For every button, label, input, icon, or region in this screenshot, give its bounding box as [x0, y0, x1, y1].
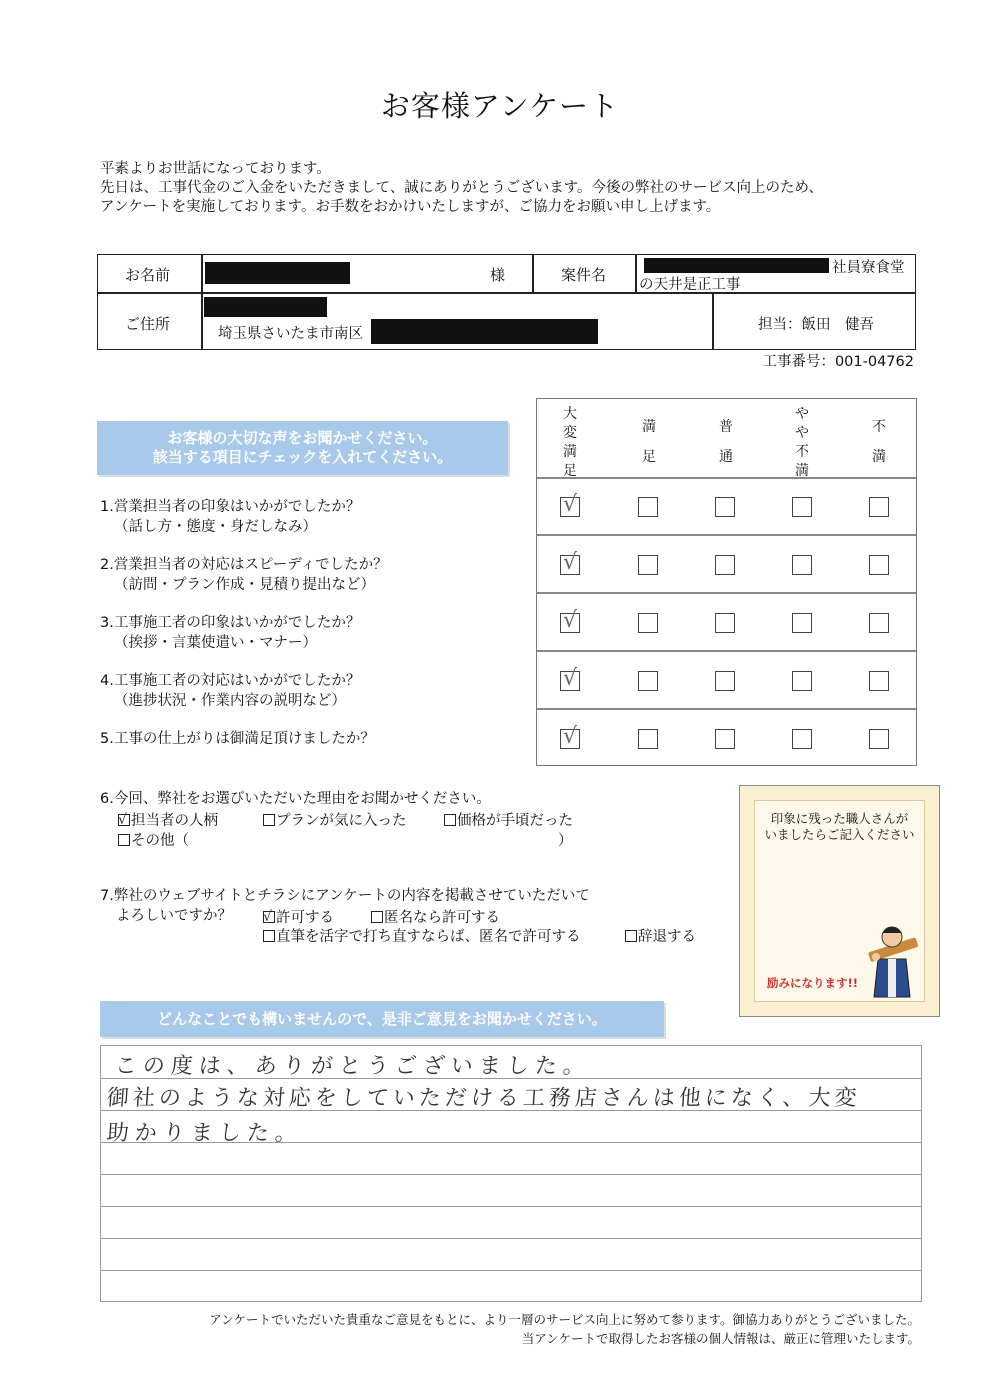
q4-checkbox-satisfied[interactable] [638, 671, 658, 691]
name-label: お名前 [125, 266, 171, 284]
question-1-sub: （話し方・態度・身だしなみ） [114, 519, 317, 535]
q7-option-allow[interactable] [263, 906, 334, 927]
q7-check-mark: √ [263, 909, 272, 925]
q5-checkbox-very-satisfied[interactable] [560, 724, 580, 749]
question-4-text: 4.工事施工者の対応はいかがでしたか？ [100, 673, 361, 689]
col-neutral-label: 普通 [719, 419, 733, 465]
col-neutral [711, 412, 741, 472]
col-slightly-dissatisfied [787, 405, 817, 481]
question-4-sub: （進捗状況・作業内容の説明など） [114, 693, 346, 709]
q3-checkbox-neutral[interactable] [715, 613, 735, 633]
q6-option-other[interactable] [118, 829, 189, 850]
q3-checkbox-very-satisfied[interactable] [560, 608, 580, 633]
q6-option-plan[interactable] [263, 809, 407, 830]
q2-checkbox-very-satisfied[interactable] [560, 550, 580, 575]
comment-line-3: 助かりました。 [105, 1121, 304, 1146]
question-6-text: 6.今回、弊社をお選びいただいた理由をお聞かせください。 [100, 791, 491, 807]
staff-name: 担当：飯田 健吾 [758, 317, 874, 333]
check-mark: √ [563, 550, 578, 575]
q6-option-label: プランが気に入った [276, 813, 407, 829]
q6-checkbox-price[interactable] [444, 814, 456, 826]
question-1 [100, 497, 360, 537]
question-2-text: 2.営業担当者の対応はスピーディでしたか？ [100, 557, 388, 573]
q1-checkbox-neutral[interactable] [715, 497, 735, 517]
q2-checkbox-dissatisfied[interactable] [869, 555, 889, 575]
question-4 [100, 671, 360, 711]
question-3-sub: （挨拶・言葉使遣い・マナー） [114, 635, 317, 651]
redacted-address [371, 319, 598, 344]
project-label: 案件名 [561, 266, 607, 284]
page-title: お客様アンケート [380, 89, 620, 123]
col-very-satisfied-label: 大変満足 [563, 406, 577, 479]
q6-option-personality[interactable] [118, 809, 218, 830]
q6-checkbox-plan[interactable] [263, 814, 275, 826]
comment-line-1: この度は、ありがとうございました。 [113, 1054, 592, 1079]
comment-area [100, 1045, 922, 1302]
q6-option-price[interactable] [444, 809, 573, 830]
redacted-name [205, 262, 350, 284]
intro-line-2: 先日は、工事代金のご入金をいただきまして、誠にありがとうございます。今後の弊社のサービス向上のため、 [100, 180, 823, 196]
q7-checkbox-anonymous[interactable] [371, 911, 383, 923]
customer-info-table [97, 254, 916, 350]
instruction-banner [97, 421, 508, 475]
q7-option-retype[interactable] [263, 925, 581, 946]
q7-option-label: 直筆を活字で打ち直すならば、匿名で許可する [276, 929, 581, 945]
q5-checkbox-satisfied[interactable] [638, 729, 658, 749]
artisan-prompt-line2: いましたらご記入ください [764, 827, 915, 842]
q6-option-label: その他（ [131, 833, 189, 849]
q7-option-decline[interactable] [625, 925, 696, 946]
question-6 [100, 789, 491, 809]
artisan-prompt [755, 811, 924, 843]
question-2 [100, 555, 388, 595]
q2-checkbox-satisfied[interactable] [638, 555, 658, 575]
q7-checkbox-allow[interactable] [263, 911, 275, 923]
q7-checkbox-decline[interactable] [625, 930, 637, 942]
intro-text [100, 160, 823, 217]
q4-checkbox-dissatisfied[interactable] [869, 671, 889, 691]
q6-other-close: ） [558, 833, 573, 849]
project-name-2: の天井是正工事 [639, 277, 741, 293]
q5-checkbox-slightly-dissatisfied[interactable] [792, 729, 812, 749]
q1-checkbox-slightly-dissatisfied[interactable] [792, 497, 812, 517]
redacted-project [644, 258, 829, 273]
q6-option-label: 担当者の人柄 [131, 813, 218, 829]
honorific-label: 様 [490, 266, 506, 284]
work-number: 工事番号：001-04762 [762, 354, 914, 370]
q5-checkbox-dissatisfied[interactable] [869, 729, 889, 749]
question-2-sub: （訪問・プラン作成・見積り提出など） [114, 577, 375, 593]
check-mark: √ [563, 724, 578, 749]
q2-checkbox-neutral[interactable] [715, 555, 735, 575]
q7-checkbox-retype[interactable] [263, 930, 275, 942]
project-name-1: 社員寮食堂 [832, 260, 905, 276]
footer-line-1: アンケートでいただいた貴重なご意見をもとに、より一層のサービス向上に努めて参ります。御協力ありがとうございました。 [209, 1312, 920, 1327]
check-mark: √ [563, 666, 578, 691]
q3-checkbox-slightly-dissatisfied[interactable] [792, 613, 812, 633]
question-5-text: 5.工事の仕上がりは御満足頂けましたか？ [100, 731, 375, 747]
q2-checkbox-slightly-dissatisfied[interactable] [792, 555, 812, 575]
check-mark: √ [563, 492, 578, 517]
address-label: ご住所 [125, 315, 171, 333]
check-mark: √ [563, 608, 578, 633]
question-3-text: 3.工事施工者の印象はいかがでしたか？ [100, 615, 361, 631]
col-dissatisfied-label: 不満 [872, 419, 886, 465]
q4-checkbox-very-satisfied[interactable] [560, 666, 580, 691]
q7-option-anonymous[interactable] [371, 906, 500, 927]
col-dissatisfied [864, 412, 894, 472]
q7-option-label: 匿名なら許可する [384, 910, 500, 926]
question-7-text2: よろしいですか？ [116, 908, 232, 924]
q6-checkbox-personality[interactable] [118, 814, 130, 826]
question-7 [100, 886, 590, 926]
redacted-postal [204, 297, 327, 317]
intro-line-1: 平素よりお世話になっております。 [100, 161, 331, 177]
q7-option-label: 辞退する [638, 929, 696, 945]
carpenter-illustration [862, 919, 922, 999]
artisan-comment-box [739, 785, 940, 1017]
q3-checkbox-satisfied[interactable] [638, 613, 658, 633]
question-3 [100, 613, 360, 653]
q6-option-label: 価格が手頃だった [457, 813, 573, 829]
q7-option-label: 許可する [276, 910, 334, 926]
q1-checkbox-dissatisfied[interactable] [869, 497, 889, 517]
artisan-prompt-line1: 印象に残った職人さんが [770, 811, 909, 826]
q1-checkbox-very-satisfied[interactable] [560, 492, 580, 517]
footer-line-2: 当アンケートで取得したお客様の個人情報は、厳正に管理いたします。 [521, 1331, 920, 1346]
col-very-satisfied [555, 405, 585, 481]
comment-line-2: 御社のような対応をしていただける工務店さんは他になく、大変 [105, 1086, 862, 1111]
col-slightly-dissatisfied-label: やや不満 [795, 406, 809, 479]
q5-checkbox-neutral[interactable] [715, 729, 735, 749]
question-7-text: 7.弊社のウェブサイトとチラシにアンケートの内容を掲載させていただいて [100, 888, 590, 904]
col-satisfied-label: 満足 [642, 419, 656, 465]
q3-checkbox-dissatisfied[interactable] [869, 613, 889, 633]
address-text: 埼玉県さいたま市南区 [218, 326, 363, 342]
col-satisfied [634, 412, 664, 472]
q1-checkbox-satisfied[interactable] [638, 497, 658, 517]
q6-check-mark: √ [118, 812, 127, 828]
question-5 [100, 729, 375, 749]
banner-line-2: 該当する項目にチェックを入れてください。 [152, 448, 453, 466]
comment-banner: どんなことでも構いませんので、是非ご意見をお聞かせください。 [100, 1001, 664, 1037]
banner-line-1: お客様の大切な声をお聞かせください。 [167, 429, 438, 447]
intro-line-3: アンケートを実施しております。お手数をおかけいたしますが、ご協力をお願い申し上げます。 [100, 199, 721, 215]
q6-checkbox-other[interactable] [118, 834, 130, 846]
question-1-text: 1.営業担当者の印象はいかがでしたか？ [100, 499, 361, 515]
q4-checkbox-slightly-dissatisfied[interactable] [792, 671, 812, 691]
q4-checkbox-neutral[interactable] [715, 671, 735, 691]
artisan-footer: 励みになります!! [767, 976, 858, 990]
